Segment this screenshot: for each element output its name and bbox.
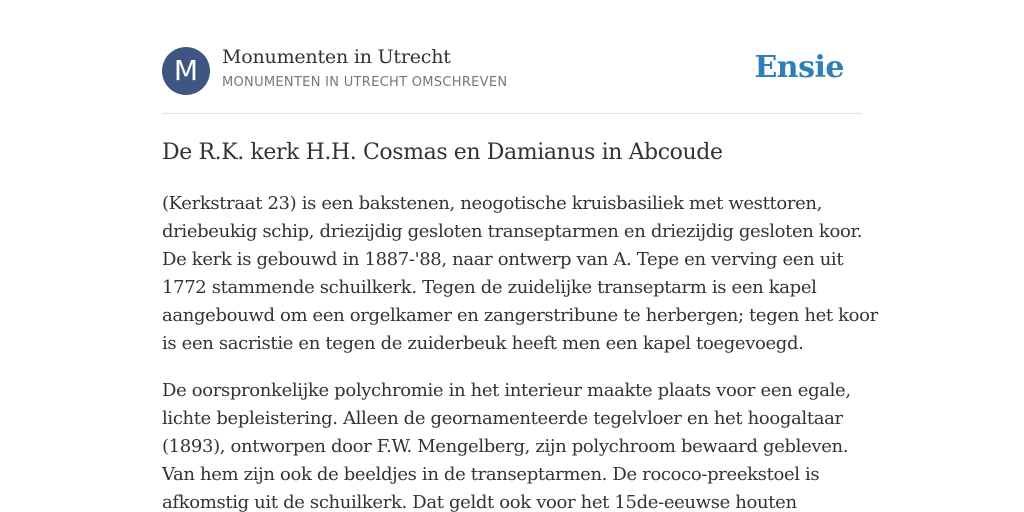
paragraph-line: Van hem zijn ook de beeldjes in de transeptarmen. De rococo-preekstoel is (162, 464, 820, 485)
paragraph-line: afkomstig uit de schuilkerk. Dat geldt ook voor het 15de-eeuwse houten (162, 492, 797, 512)
paragraph (162, 377, 862, 512)
site-avatar[interactable]: M (162, 47, 210, 95)
paragraph-line: De oorspronkelijke polychromie in het interieur maakte plaats voor een egale, (162, 380, 851, 401)
site-title[interactable]: Monumenten in Utrecht (222, 46, 451, 68)
paragraph-line: (Kerkstraat 23) is een bakstenen, neogotische kruisbasiliek met westtoren, (162, 193, 822, 214)
site-subtitle: MONUMENTEN IN UTRECHT OMSCHREVEN (222, 75, 508, 90)
article-title: De R.K. kerk H.H. Cosmas en Damianus in Abcoude (162, 140, 723, 165)
paragraph-line: (1893), ontworpen door F.W. Mengelberg, zijn polychroom bewaard gebleven. (162, 436, 849, 457)
paragraph (162, 190, 878, 358)
paragraph-line: lichte bepleistering. Alleen de geornamenteerde tegelvloer en het hoogaltaar (162, 408, 843, 429)
article-body (162, 190, 878, 512)
brand-logo[interactable]: Ensie (754, 50, 844, 85)
paragraph-line: is een sacristie en tegen de zuiderbeuk heeft men een kapel toegevoegd. (162, 333, 804, 354)
paragraph-line: aangebouwd om een orgelkamer en zangerstribune te herbergen; tegen het koor (162, 305, 878, 326)
paragraph-line: De kerk is gebouwd in 1887-'88, naar ontwerp van A. Tepe en verving een uit (162, 249, 844, 270)
site-header (162, 46, 862, 96)
paragraph-line: 1772 stammende schuilkerk. Tegen de zuidelijke transeptarm is een kapel (162, 277, 817, 298)
header-divider (162, 113, 862, 114)
paragraph-line: driebeukig schip, driezijdig gesloten transeptarmen en driezijdig gesloten koor. (162, 221, 863, 242)
